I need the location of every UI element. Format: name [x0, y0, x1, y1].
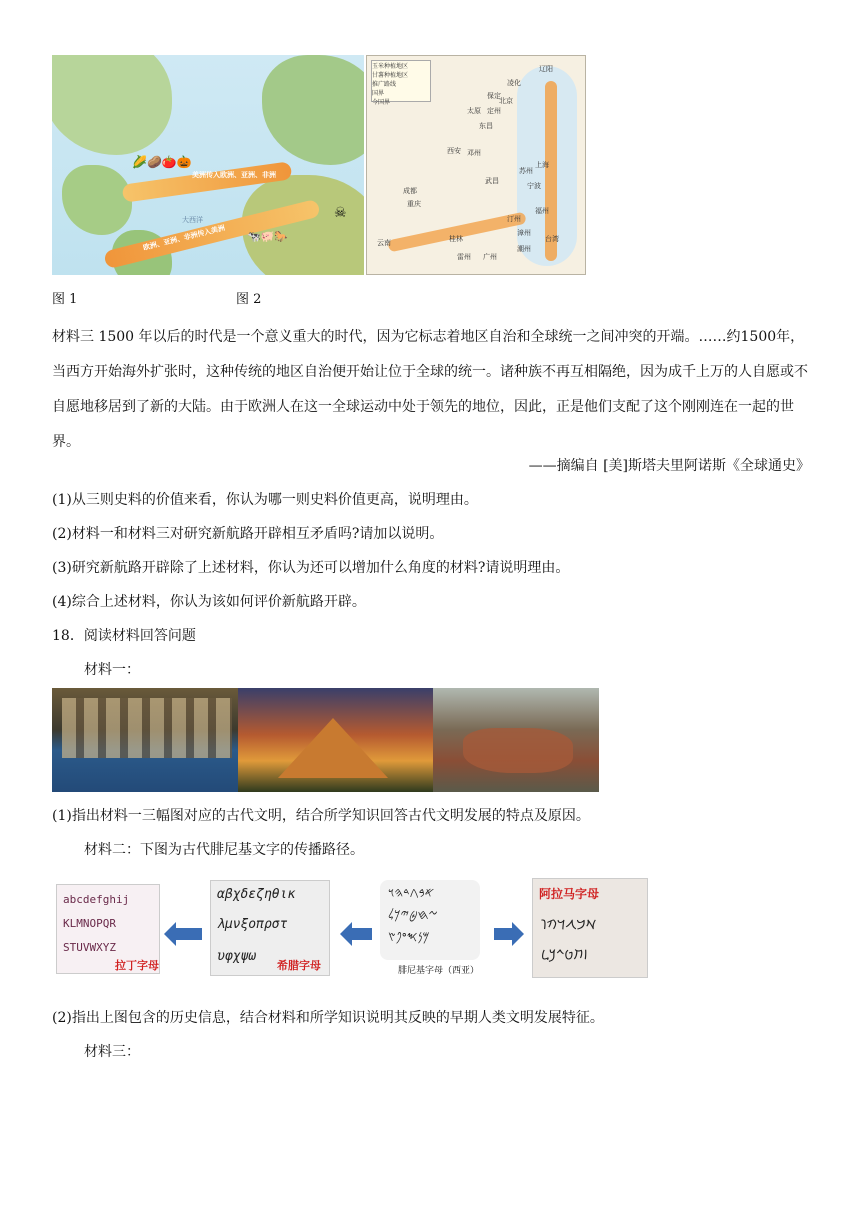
archaeological-site-image	[433, 688, 599, 792]
material-2-label: 材料二：下图为古代腓尼基文字的传播路径。	[84, 842, 364, 858]
crop-icons: 🌽🥔🍅🎃	[132, 155, 192, 169]
latin-tag: 拉丁字母	[115, 960, 159, 972]
livestock-icons: 🐄🐖🐎	[247, 230, 289, 243]
phoenician-inscription-image: 𐤀𐤁𐤂𐤃𐤄𐤅 𐤆𐤇𐤈𐤉𐤊𐤋 𐤌𐤍𐤎𐤏𐤐𐤑	[380, 880, 480, 960]
question-17-4: (4)综合上述材料，你认为该如何评价新航路开辟。	[52, 594, 366, 610]
route-bottom-label: 欧洲、亚洲、非洲传入美洲	[142, 223, 226, 253]
question-17-2: (2)材料一和材料三对研究新航路开辟相互矛盾吗?请加以说明。	[52, 526, 444, 542]
question-17-3: (3)研究新航路开辟除了上述材料，你认为还可以增加什么角度的材料?请说明理由。	[52, 560, 570, 576]
aramaic-alphabet-image: 阿拉马字母 𐡀𐡁𐡂𐡃𐡄𐡅 𐡆𐡇𐡈𐡉𐡊𐡋	[532, 878, 648, 978]
arrow-right-icon	[494, 928, 512, 940]
ocean-label: 大西洋	[182, 216, 203, 224]
question-17-1: (1)从三则史料的价值来看，你认为哪一则史料价值更高，说明理由。	[52, 492, 478, 508]
sumerian-mosaic-image	[52, 688, 238, 792]
latin-alphabet-image: abcdefghij KLMNOPQR STUVWXYZ 拉丁字母	[56, 884, 160, 974]
arrow-left-icon	[350, 928, 372, 940]
material-3-source: ——摘编自 [美]斯塔夫里阿诺斯《全球通史》	[528, 458, 810, 474]
aramaic-tag: 阿拉马字母	[539, 887, 600, 901]
greek-alphabet-image: αβχδεζηθικ λμνξοπρστ υφχψω 希腊字母	[210, 880, 330, 976]
figure-1-caption: 图 1	[52, 292, 78, 307]
figure-2-caption: 图 2	[236, 292, 262, 307]
route-top-label: 美洲传入欧洲、亚洲、非洲	[192, 171, 276, 179]
map2-legend: 玉米种植地区 甘薯种植地区 推广路线 国界 今国界	[371, 60, 431, 102]
arrow-left-icon	[172, 928, 202, 940]
greek-tag: 希腊字母	[277, 960, 321, 972]
material-3-label: 材料三：	[84, 1044, 140, 1060]
question-18-title: 18．阅读材料回答问题	[52, 628, 196, 644]
material-1-label: 材料一：	[84, 662, 140, 678]
phoenician-tag: 腓尼基字母（西亚）	[398, 965, 480, 975]
material-3-text: 材料三 1500 年以后的时代是一个意义重大的时代，因为它标志着地区自治和全球统一之间冲突的开端。……约1500年，当西方开始海外扩张时，这种传统的地区自治便开始让位于全球的统一。诸种族不再互相隔绝，因为成千上万的人自愿或不自愿地移居到了新的大陆。由于欧洲人在这一全球运动中处于领先的地位，因此，正是他们支配了这个刚刚连在一起的世界。	[52, 329, 808, 450]
china-crop-spread-map: 玉米种植地区 甘薯种植地区 推广路线 国界 今国界 辽阳 保定 凌化 北京 太原 定州 东昌 西安 邓州 上海 苏州 宁波 成都 重庆 武昌 汀州 漳州 桂林 雷州 云南 潮州 广州 台湾 福州	[366, 55, 586, 275]
skull-icon: ☠	[334, 205, 347, 221]
question-18-2: (2)指出上图包含的历史信息，结合材料和所学知识说明其反映的早期人类文明发展特征。	[52, 1010, 604, 1026]
question-18-1: (1)指出材料一三幅图对应的古代文明，结合所学知识回答古代文明发展的特点及原因。	[52, 808, 590, 824]
columbian-exchange-map	[52, 55, 364, 275]
maya-pyramid-image	[238, 688, 433, 792]
